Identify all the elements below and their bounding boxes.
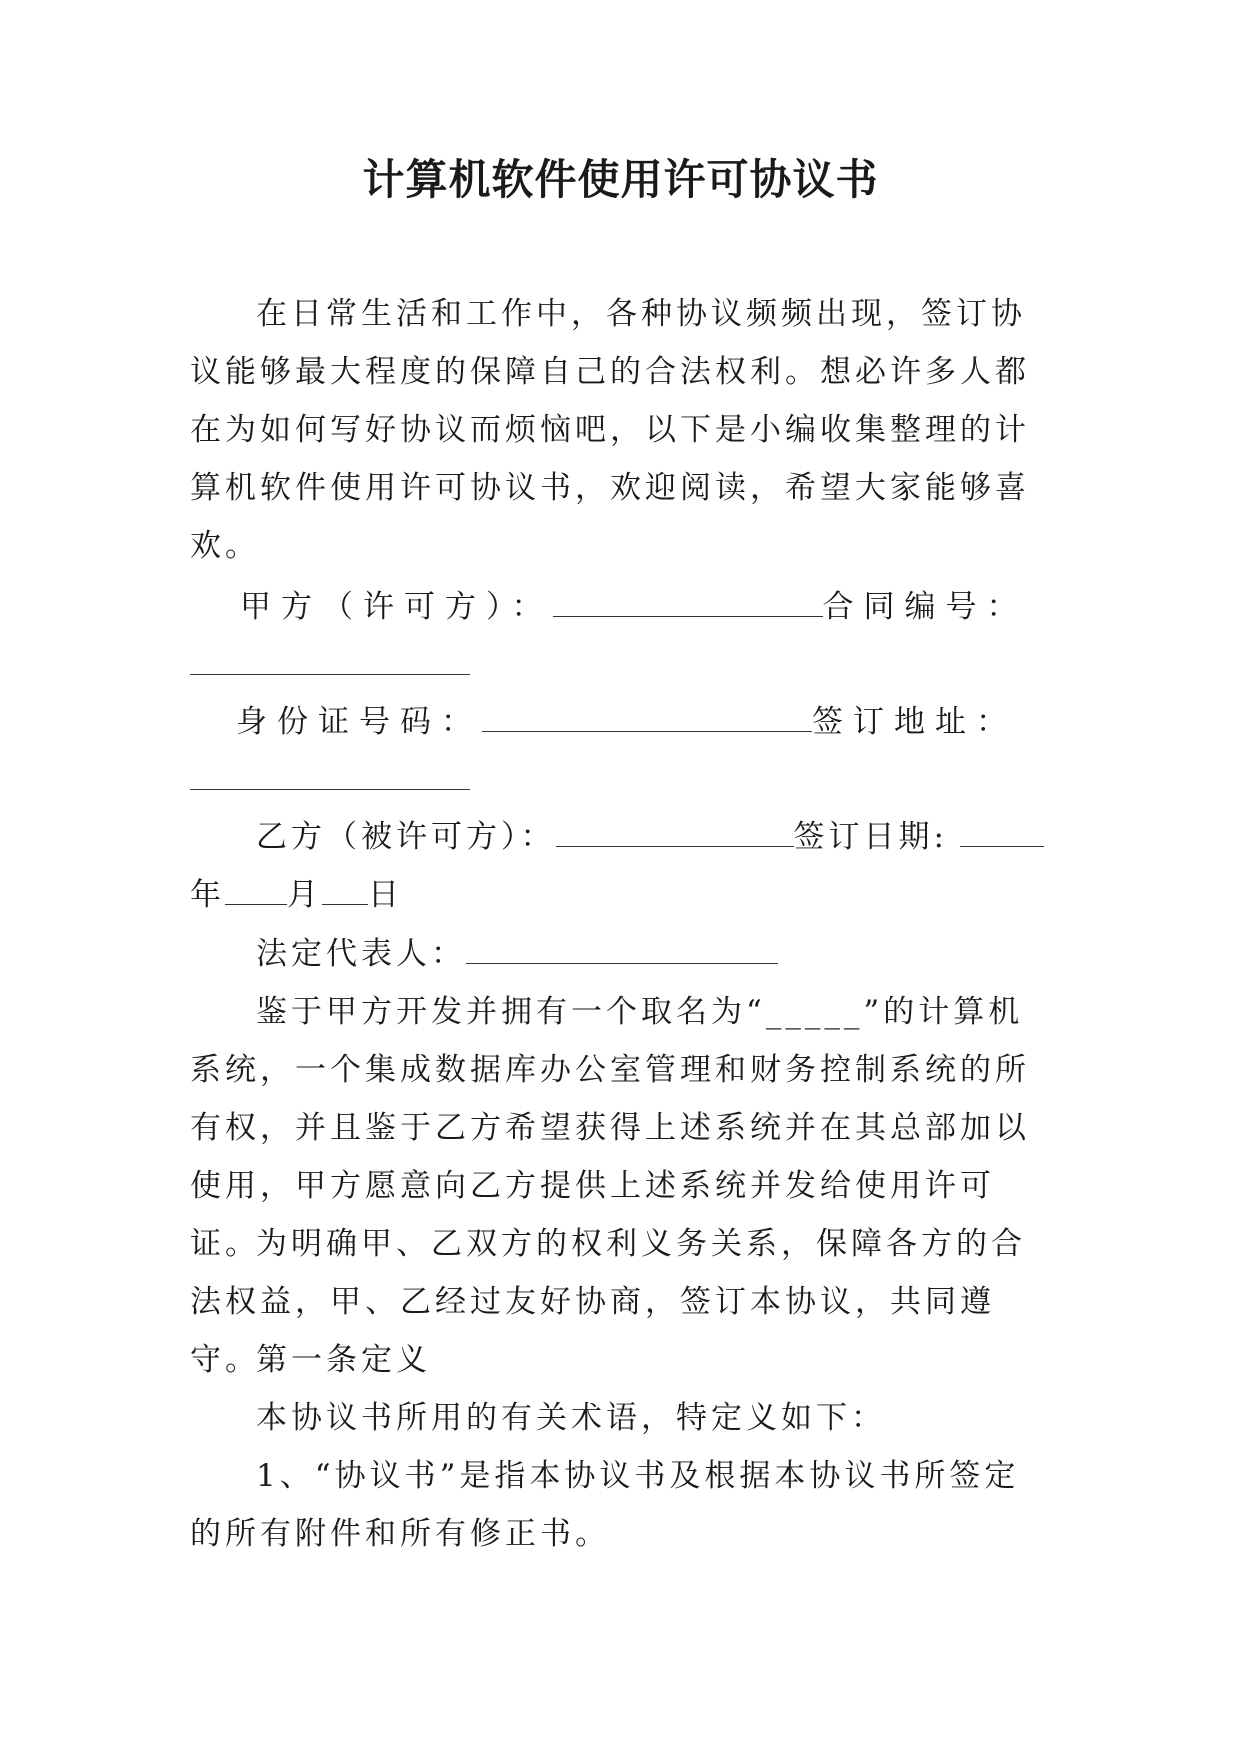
year-label: 年 — [190, 877, 225, 913]
recital-paragraph-1: 鉴于甲方开发并拥有一个取名为“_____”的计算机系统，一个集成数据库办公室管理和财务控制系统的所有权，并且鉴于乙方希望获得上述系统并在其总部加以使用，甲方愿意向乙方提供上述系统并发给使用许可证。 — [190, 994, 1030, 1262]
month-blank[interactable] — [225, 874, 287, 905]
recital-paragraph-2: 为明确甲、乙双方的权利义务关系，保障各方的合法权益，甲、乙经过友好协商，签订本协议，共同遵守。 — [190, 1226, 1026, 1378]
party-b-field-row — [190, 808, 1050, 924]
party-a-label: 甲方（许可方）： — [240, 589, 553, 625]
party-b-label: 乙方（被许可方）： — [256, 819, 556, 855]
id-no-label: 身份证号码： — [236, 704, 482, 740]
party-a-field-row — [190, 578, 1050, 694]
legal-rep-field-row — [190, 925, 1050, 983]
sign-address-label: 签订地址： — [812, 704, 1017, 740]
day-blank[interactable] — [322, 874, 368, 905]
article-1-intro: 本协议书所用的有关术语，特定义如下： — [256, 1400, 886, 1436]
sign-address-blank[interactable] — [190, 759, 470, 790]
contract-no-blank[interactable] — [190, 644, 470, 675]
sign-date-label: 签订日期: — [793, 819, 948, 855]
intro-paragraph: 在日常生活和工作中，各种协议频频出现，签订协议能够最大程度的保障自己的合法权利。想必许多人都在为如何写好协议而烦恼吧，以下是小编收集整理的计算机软件使用许可协议书，欢迎阅读，希望大家能够喜欢。 — [190, 296, 1030, 564]
definition-item-1: 1、“协议书”是指本协议书及根据本协议书所签定的所有附件和所有修正书。 — [190, 1458, 1020, 1552]
legal-rep-blank[interactable] — [466, 933, 778, 964]
id-no-blank[interactable] — [482, 701, 812, 732]
id-no-field-row — [190, 693, 1050, 809]
document-title: 计算机软件使用许可协议书 — [362, 155, 879, 204]
article-1-heading: 第一条定义 — [256, 1342, 431, 1378]
sign-date-year-blank[interactable] — [960, 816, 1044, 847]
contract-no-label: 合同编号： — [822, 589, 1028, 625]
legal-rep-label: 法定代表人： — [256, 936, 466, 972]
party-a-blank[interactable] — [553, 586, 823, 617]
party-b-blank[interactable] — [556, 816, 794, 847]
month-label: 月 — [287, 877, 322, 913]
day-label: 日 — [368, 877, 403, 913]
